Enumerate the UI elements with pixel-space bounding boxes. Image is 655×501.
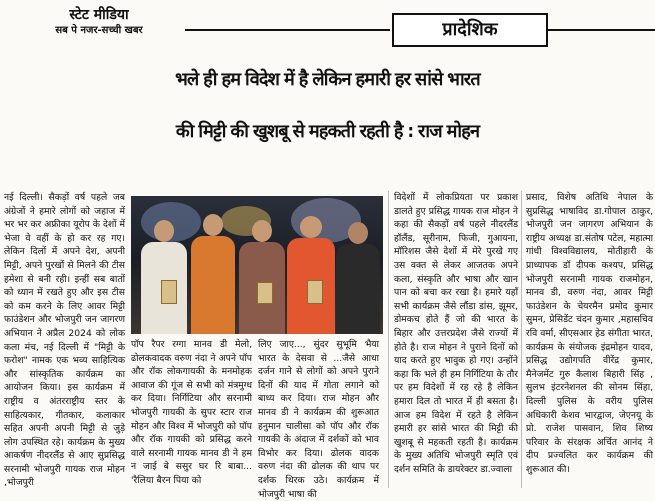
column-divider bbox=[521, 191, 522, 488]
brand-name: स्टेट मीडिया bbox=[69, 7, 129, 23]
article-text-3: लिए जाए..., सुंदर सुभूमि भैया भारत के देसवा से ...जैसे आधा दर्जन गाने से लोगों को अपने पुराने दिनों की याद में गोता लगाने को बाध्य कर दिया। राज मोहन और मानव डी ने कार्यक्रम की शुरूआत हनुमान चालीसा को पॉप और रॉक गायकी के अंदाज में दर्शकों को भाव विभोर कर दिया। ढोलक वादक वरुण नंदा की ढोलक की थाप पर दर्शक थिरक उठे। कार्यक्रम में भोजपुरी भाषा की bbox=[258, 339, 379, 500]
article-text-5: प्रसाद, विशेष अतिथि नेपाल के सुप्रसिद्ध भाषाविद डा.गोपाल ठाकुर, भोजपुरी जन जागरण अभियान के राष्ट्रीय अध्यक्ष डा.संतोष पटेल, महात्मा गांधी विश्वविद्यालय, मोतीहारी के प्राध्यापक डॉ दीपक कश्यप, प्रसिद्ध भोजपुरी सरनामी गायक राजमोहन, मानव डी, वरुण नंदा, आवर मिट्टी फाउंडेशन के चेयरमैन प्रमोद कुमार सुमन, प्रेसिडेंट चंदन कुमार ,महासचिव रवि वर्मा, सीएसआर हेड संगीता भारत, कार्यक्रम के संयोजक इंद्रमोहन यादव, प्रसिद्ध उद्योगपति वीरेंद्र कुमार, मैनेजमेंट गुरु कैलाश बिहारी सिंह , सुलभ इंटरनेशनल की सोनम सिंहा, दिल्ली पुलिस के वरीय पुलिस अधिकारी केशव भारद्वाज, जेएनयू के प्रो. राजेश पासवान, शिव शिष्य परिवार के संरक्षक अर्चित आनंद ने दीप प्रज्वलित कर कार्यक्रम की शुरूआत की। bbox=[526, 192, 653, 475]
article-column-4 bbox=[394, 191, 518, 488]
person-head bbox=[203, 214, 223, 236]
masthead-rule-left bbox=[185, 29, 390, 31]
article-text-2: पॉप रैपर रग्गा मानव डी मेलो, ढोलकवादक वरुण नंदा ने अपने पॉप और रॉक लोकगायकी के मनमोहक आवाज की गूंज से सभी को मंत्रमुग्ध कर दिया। निर्गिटिया और सरनामी भोजपुरी गायकी के सुपर स्टार राज मोहन और विश्व में भोजपुरी को पॉप और रॉक गायकी को प्रसिद्ध करने वाले सरनामी गायक मानव डी ने हम न जाई बे ससुर घर रि बाबा... 'रैलिया बैरन पिया को bbox=[131, 339, 252, 486]
person-1 bbox=[139, 216, 189, 334]
memento bbox=[307, 280, 323, 304]
person-head bbox=[154, 220, 174, 242]
headline bbox=[0, 54, 655, 158]
event-photo bbox=[131, 196, 383, 334]
person-5 bbox=[335, 220, 381, 334]
memento bbox=[161, 280, 177, 304]
headline-line-2: की मिट्टी की खुशबू से महकती रहती है : राज मोहन bbox=[175, 121, 480, 142]
column-divider bbox=[388, 191, 389, 488]
masthead bbox=[0, 0, 655, 52]
person-4 bbox=[285, 214, 337, 334]
brand-tagline: सब पे नजर-सच्ची खबर bbox=[55, 25, 143, 36]
memento bbox=[257, 282, 273, 304]
article-column-1 bbox=[4, 191, 125, 488]
person-head bbox=[348, 222, 368, 244]
headline-line-1: भले ही हम विदेश में है लेकिन हमारी हर सांसे भारत bbox=[175, 69, 480, 90]
article-column-5 bbox=[526, 191, 653, 488]
article-text-4: विदेशों में लोकप्रियता पर प्रकाश डालते हुए प्रसिद्ध गायक राज मोहन ने कहा की सैकड़ों वर्ष पहले नीदरलैंड हॉलैंड, सूरीनाम, फिजी, गुआयना, मॉरिशस जैसे देशों में मेरे पुरखे गए उस वक्त से लेकर आजतक अपने कला, संस्कृति और भाषा और खान पान को बचा कर रखा है। हमारे यहाँ सभी कार्यक्रम जैसे लौंडा डांस, झूमर, डोमकच होते हैं जो की भारत के बिहार और उत्तरप्रदेश जैसे राज्यों में होते है। राज मोहन ने पुराने दिनों को याद करते हुए भावुक हो गए। उन्होंने कहा कि भले ही हम निर्गिटिया के तौर पर हम विदेशों में रह रहे है लेकिन हमारा दिल तो भारत में ही बसता है। आज हम विदेश में रहते है लेकिन हमारी हर सांसे भारत की मिट्टी की खुशबू से महकती रहती है। कार्यक्रम के मुख्य अतिथि भोजपुरी स्मृति एवं दर्शन समिति के डायरेक्टर डा.ज्वाला bbox=[394, 192, 518, 475]
person-2 bbox=[189, 212, 237, 334]
article-column-2 bbox=[131, 338, 252, 488]
person-body bbox=[336, 244, 380, 334]
masthead-rule-right bbox=[548, 29, 655, 31]
person-body bbox=[191, 236, 235, 334]
person-head bbox=[300, 216, 322, 238]
brand-block bbox=[14, 6, 184, 38]
person-head bbox=[252, 220, 272, 242]
section-label: प्रादेशिक bbox=[392, 13, 548, 47]
article-text-1: नई दिल्ली। सैकड़ों वर्ष पहले जब अंग्रेजों ने हमारे लोगों को जहाज में भर भर कर अफ्रीका यूरोप के देशों में भेजा वे वहीं के हो कर रह गए। लेकिन दिलों में अपने देश, अपनी मिट्टी, अपने पुरखों से मिलने की टीस हमेशा से बनी रही। इन्हीं सब बातों को ध्यान में रखते हुए और इस टीस को कम करने के लिए आवर मिट्टी फाउंडेशन और भोजपुरी जन जागरण अभियान ने अप्रैल 2024 को लोक कला मंच, नई दिल्ली में "मिट्टी के फरोश" नामक एक भव्य साहित्यिक और सांस्कृतिक कार्यक्रम का आयोजन किया। इस कार्यक्रम में राष्ट्रीय व अंतरराष्ट्रीय स्तर के साहित्यकार, गीतकार, कलाकार सहित अपनी अपनी मिट्टी से जुड़े लोग उपस्थित रहे। कार्यक्रम के मुख्य आकर्षण नीदरलैंड से आए सुप्रसिद्ध सरनामी भोजपुरी गायक राज मोहन ,भोजपुरी bbox=[4, 192, 125, 489]
person-3 bbox=[237, 218, 287, 334]
article-column-3 bbox=[258, 338, 379, 500]
